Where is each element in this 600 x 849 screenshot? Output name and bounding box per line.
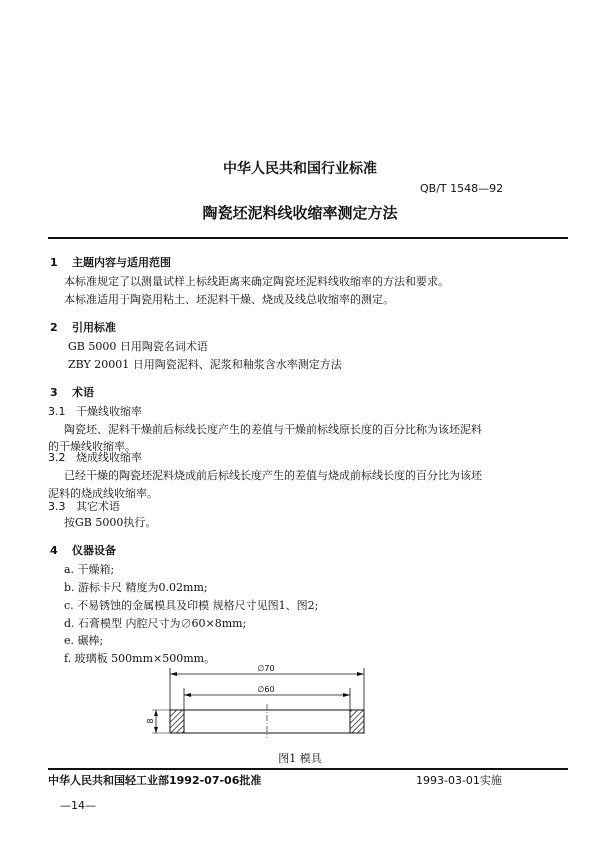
outer-diameter-label: ∅70 bbox=[257, 664, 275, 673]
section-3-1-heading: 干燥线收缩率 bbox=[76, 405, 142, 418]
section-3-1-line-1: 陶瓷坯、泥料干燥前后标线长度产生的差值与干燥前标线原长度的百分比称为该坯泥料 bbox=[64, 423, 482, 436]
section-3-2-number: 3.2 bbox=[48, 451, 66, 464]
arrow-head bbox=[343, 693, 350, 697]
document-title: 陶瓷坯泥料线收缩率测定方法 bbox=[202, 204, 398, 222]
arrow-head bbox=[184, 693, 191, 697]
equipment-item: e. 碾棒; bbox=[64, 634, 104, 647]
inner-diameter-label: ∅60 bbox=[257, 685, 275, 694]
section-2-heading: 引用标准 bbox=[72, 321, 116, 334]
arrow-head bbox=[170, 672, 177, 676]
figure-caption: 图1 模具 bbox=[278, 752, 322, 765]
height-label: 8 bbox=[146, 718, 155, 724]
section-1-line-1: 本标准规定了以测量试样上标线距离来确定陶瓷坯泥料线收缩率的方法和要求。 bbox=[64, 275, 449, 288]
section-3-1-number: 3.1 bbox=[48, 405, 66, 418]
arrow-head bbox=[154, 727, 158, 733]
section-1-heading: 主题内容与适用范围 bbox=[72, 256, 171, 269]
industry-standard-heading: 中华人民共和国行业标准 bbox=[223, 161, 377, 177]
section-3-2-line-2: 泥料的烧成线收缩率。 bbox=[48, 487, 158, 500]
section-3-2-heading: 烧成线收缩率 bbox=[76, 451, 142, 464]
section-3-number: 3 bbox=[50, 386, 58, 399]
header-rule bbox=[48, 237, 568, 239]
standard-code: QB/T 1548—92 bbox=[420, 182, 504, 195]
equipment-item: b. 游标卡尺 精度为0.02mm; bbox=[64, 581, 208, 594]
mold-wall-left bbox=[170, 710, 184, 733]
equipment-item: c. 不易锈蚀的金属模具及印模 规格尺寸见图1、图2; bbox=[64, 599, 319, 612]
section-3-2-line-1: 已经干燥的陶瓷坯泥料烧成前后标线长度产生的差值与烧成前标线长度的百分比为该坯 bbox=[64, 469, 482, 482]
section-2-number: 2 bbox=[50, 321, 58, 334]
mold-wall-right bbox=[350, 710, 364, 733]
reference-gb5000: GB 5000 日用陶瓷名词术语 bbox=[68, 340, 208, 353]
footer-rule bbox=[48, 768, 568, 770]
arrow-head bbox=[154, 710, 158, 716]
section-3-3-heading: 其它术语 bbox=[76, 500, 120, 513]
mold-figure bbox=[130, 660, 400, 742]
section-4-heading: 仪器设备 bbox=[72, 544, 116, 557]
equipment-item: a. 干燥箱; bbox=[64, 563, 115, 576]
equipment-item: d. 石膏模型 内腔尺寸为∅60×8mm; bbox=[64, 617, 247, 630]
arrow-head bbox=[357, 672, 364, 676]
section-1-number: 1 bbox=[50, 256, 58, 269]
section-3-3-number: 3.3 bbox=[48, 500, 66, 513]
reference-zby20001: ZBY 20001 日用陶瓷泥料、泥浆和釉浆含水率测定方法 bbox=[68, 358, 342, 371]
section-1-line-2: 本标准适用于陶瓷用粘土、坯泥料干燥、烧成及线总收缩率的测定。 bbox=[64, 293, 394, 306]
page-number: —14— bbox=[60, 799, 96, 812]
equipment-item: f. 玻璃板 500mm×500mm。 bbox=[64, 652, 216, 665]
section-3-1-line-2: 的干燥线收缩率。 bbox=[48, 440, 136, 453]
section-3-heading: 术语 bbox=[72, 386, 94, 399]
issuer-approval: 中华人民共和国轻工业部1992-07-06批准 bbox=[48, 774, 262, 787]
section-3-3-line-1: 按GB 5000执行。 bbox=[64, 516, 157, 529]
effective-date: 1993-03-01实施 bbox=[416, 774, 502, 787]
section-4-number: 4 bbox=[50, 544, 58, 557]
